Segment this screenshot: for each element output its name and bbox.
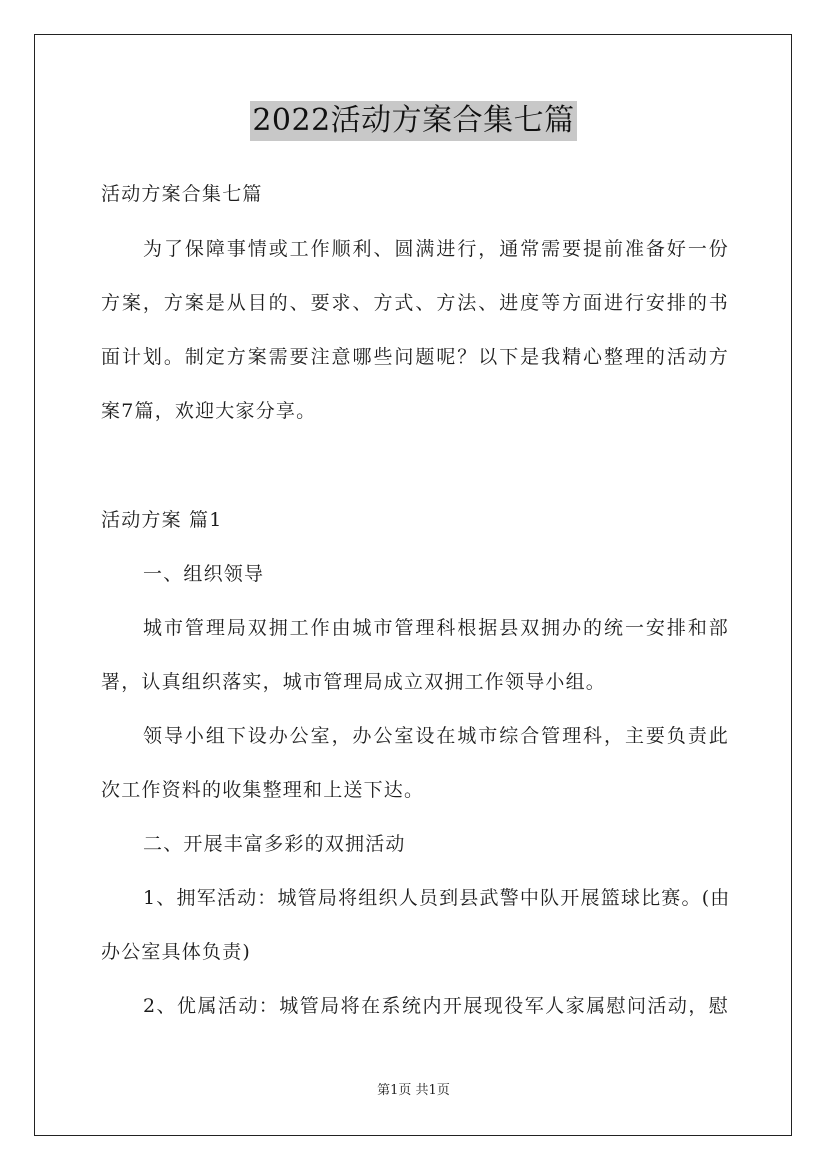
para2-line-1: 领导小组下设办公室，办公室设在城市综合管理科，主要负责此 (143, 725, 729, 747)
para1-line-1: 城市管理局双拥工作由城市管理科根据县双拥办的统一安排和部 (143, 617, 729, 639)
intro-line-2: 方案，方案是从目的、要求、方式、方法、进度等方面进行安排的书 (101, 292, 729, 314)
intro-line-3: 面计划。制定方案需要注意哪些问题呢？以下是我精心整理的活动方 (101, 346, 729, 368)
page-footer: 第1页 共1页 (377, 1083, 450, 1098)
item1-line-1: 1、拥军活动：城管局将组织人员到县武警中队开展篮球比赛。(由 (143, 887, 731, 909)
title-container (0, 101, 827, 141)
item1-line-2: 办公室具体负责) (101, 941, 252, 963)
part1-heading: 一、组织领导 (143, 563, 265, 585)
item2-line-1: 2、优属活动：城管局将在系统内开展现役军人家属慰问活动，慰 (143, 995, 729, 1017)
section-heading: 活动方案 篇1 (101, 509, 223, 531)
para1-line-2: 署，认真组织落实，城市管理局成立双拥工作领导小组。 (101, 671, 607, 693)
part2-heading: 二、开展丰富多彩的双拥活动 (143, 833, 406, 855)
intro-line-1: 为了保障事情或工作顺利、圆满进行，通常需要提前准备好一份 (143, 238, 729, 260)
document-subtitle: 活动方案合集七篇 (101, 183, 263, 205)
intro-line-4: 案7篇，欢迎大家分享。 (101, 400, 317, 422)
para2-line-2: 次工作资料的收集整理和上送下达。 (101, 779, 425, 801)
document-title: 2022活动方案合集七篇 (250, 101, 576, 141)
